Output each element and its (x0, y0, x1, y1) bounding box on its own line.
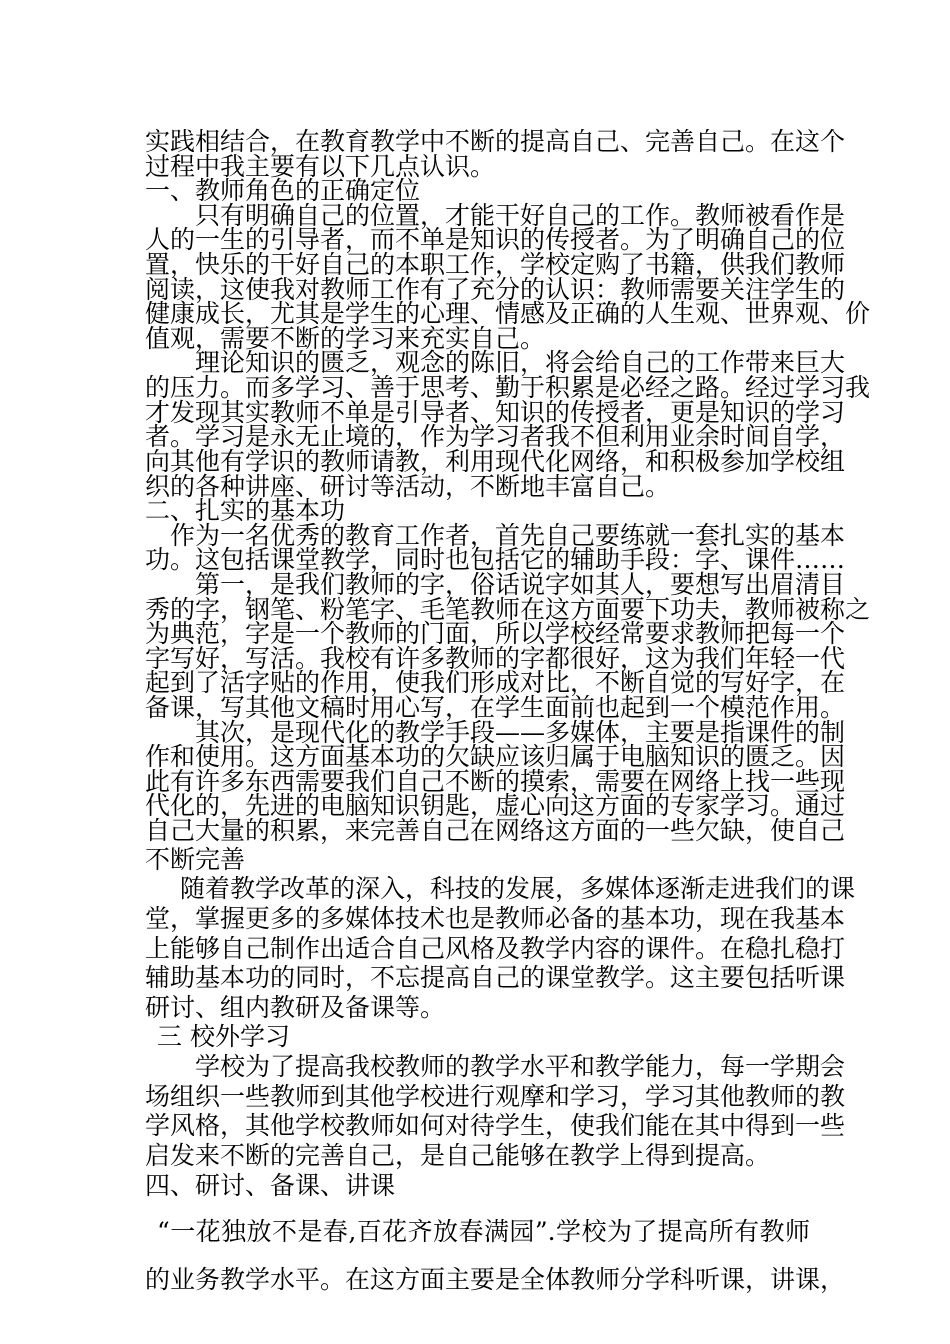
text-line: 秀的字，钢笔、粉笔字、毛笔教师在这方面要下功夫，教师被称之 (145, 595, 871, 624)
text-line: 者。学习是永无止境的，作为学习者我不但利用业余时间自学， (145, 422, 846, 451)
text-line: 功。这包括课堂教学，同时也包括它的辅助手段：字、课件…… (145, 545, 846, 574)
text-line: 值观，需要不断的学习来充实自己。 (145, 324, 546, 353)
text-line: 学风格，其他学校教师如何对待学生，使我们能在其中得到一些 (145, 1111, 846, 1140)
text-line: 人的一生的引导者，而不单是知识的传授者。为了明确自己的位 (145, 225, 846, 254)
text-line: 三 校外学习 (157, 1022, 290, 1051)
text-line: 其次，是现代化的教学手段——多媒体，主要是指课件的制 (195, 718, 846, 747)
text-line: 起到了活字贴的作用，使我们形成对比，不断自觉的写好字，在 (145, 668, 846, 697)
text-line: 向其他有学识的教师请教，利用现代化网络，和积极参加学校组 (145, 447, 846, 476)
text-line: 自己大量的积累，来完善自己在网络这方面的一些欠缺，使自己 (145, 816, 846, 845)
text-line: 不断完善 (145, 845, 246, 874)
text-line: 四、研讨、备课、讲课 (145, 1171, 396, 1200)
text-line: 才发现其实教师不单是引导者、知识的传授者，更是知识的学习 (145, 398, 846, 427)
text-line: 此有许多东西需要我们自己不断的摸索，需要在网络上找一些现 (145, 767, 846, 796)
text-line: 实践相结合，在教育教学中不断的提高自己、完善自己。在这个 (145, 127, 846, 156)
text-line: 二、扎实的基本功 (145, 496, 346, 525)
text-line: 为典范，字是一个教师的门面，所以学校经常要求教师把每一个 (145, 619, 846, 648)
text-line: 堂，掌握更多的多媒体技术也是教师必备的基本功，现在我基本 (145, 904, 846, 933)
text-line: 辅助基本功的同时，不忘提高自己的课堂教学。这主要包括听课 (145, 963, 846, 992)
text-line: 研讨、组内教研及备课等。 (145, 993, 446, 1022)
text-line: 上能够自己制作出适合自己风格及教学内容的课件。在稳扎稳打 (145, 934, 846, 963)
text-line: 作为一名优秀的教育工作者，首先自己要练就一套扎实的基本 (170, 521, 846, 550)
text-line: 健康成长，尤其是学生的心理、情感及正确的人生观、世界观、价 (145, 299, 871, 328)
text-line: 场组织一些教师到其他学校进行观摩和学习，学习其他教师的教 (145, 1082, 846, 1111)
text-line: 过程中我主要有以下几点认识。 (145, 152, 496, 181)
text-line: 只有明确自己的位置，才能干好自己的工作。教师被看作是 (195, 201, 846, 230)
text-line: 织的各种讲座、研讨等活动，不断地丰富自己。 (145, 472, 671, 501)
text-line: 的压力。而多学习、善于思考、勤于积累是必经之路。经过学习我 (145, 373, 871, 402)
text-line: 理论知识的匮乏，观念的陈旧，将会给自己的工作带来巨大 (195, 348, 846, 377)
text-line: 阅读，这使我对教师工作有了充分的认识：教师需要关注学生的 (145, 275, 846, 304)
text-line: 作和使用。这方面基本功的欠缺应该归属于电脑知识的匮乏。因 (145, 742, 846, 771)
text-line: 置，快乐的干好自己的本职工作，学校定购了书籍，供我们教师 (145, 250, 846, 279)
text-line: 字写好，写活。我校有许多教师的字都很好，这为我们年轻一代 (145, 644, 846, 673)
text-line: 一、教师角色的正确定位 (145, 176, 421, 205)
text-line: 第一，是我们教师的字，俗话说字如其人，要想写出眉清目 (195, 570, 846, 599)
text-line: 代化的，先进的电脑知识钥匙，虚心向这方面的专家学习。通过 (145, 791, 846, 820)
text-line: 的业务教学水平。在这方面主要是全体教师分学科听课，讲课， (145, 1265, 846, 1294)
text-line: “一花独放不是春,百花齐放春满园”.学校为了提高所有教师 (157, 1217, 810, 1246)
text-line: 随着教学改革的深入，科技的发展，多媒体逐渐走进我们的课 (180, 874, 856, 903)
text-line: 启发来不断的完善自己，是自己能够在教学上得到提高。 (145, 1141, 771, 1170)
text-line: 学校为了提高我校教师的教学水平和教学能力，每一学期会 (195, 1052, 846, 1081)
text-line: 备课，写其他文稿时用心写，在学生面前也起到一个模范作用。 (145, 693, 846, 722)
